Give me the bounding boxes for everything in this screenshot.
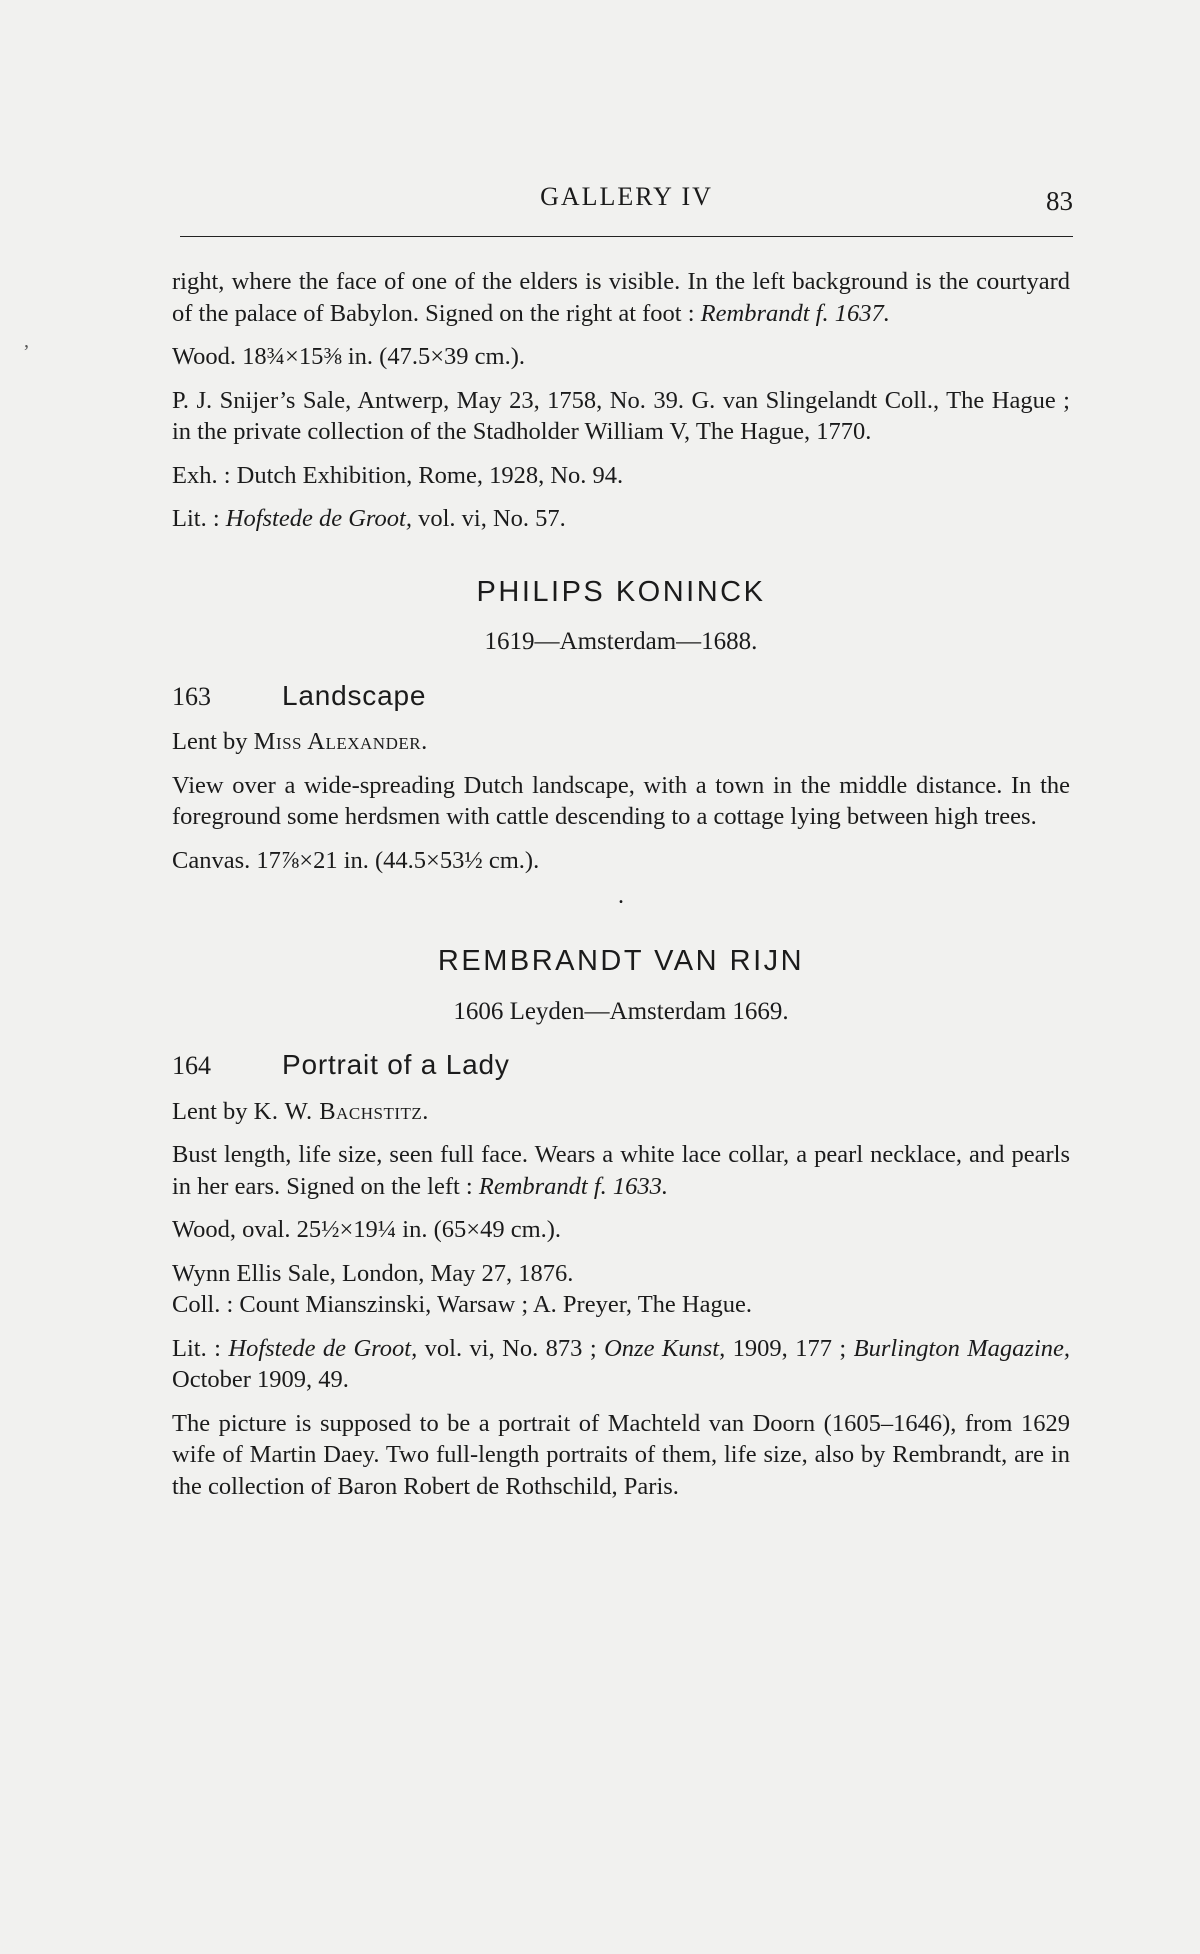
running-title: GALLERY IV — [540, 182, 713, 211]
entry-title: Portrait of a Lady — [282, 1049, 510, 1080]
entry-header-163 — [172, 680, 1070, 713]
artist-dates-koninck: 1619—Amsterdam—1688. — [484, 628, 758, 655]
lit-author: Hofstede de Groot, — [225, 505, 412, 532]
page-body — [172, 266, 1070, 1514]
entry-medium: Wood, oval. 25½×19¼ in. (65×49 cm.). — [172, 1216, 562, 1243]
entry-sale: Wynn Ellis Sale, London, May 27, 1876. — [172, 1259, 574, 1287]
entry-description — [172, 1139, 1070, 1202]
lender-line — [172, 726, 1070, 758]
lender-name: Miss Alexander. — [253, 728, 428, 755]
lit-prefix: Lit. : — [172, 505, 220, 532]
entry-number: 163 — [172, 681, 211, 711]
description-text: Bust length, life size, seen full face. Wears a white lace collar, a pearl necklace, and pearls in her ears. Signed on the left : — [172, 1141, 1070, 1200]
entry-note: The picture is supposed to be a portrait of Machteld van Doorn (1605–1646), from 1629 wife of Martin Daey. Two full-length portraits of them, life size, also by Rembrandt, are in the collection of Baron Robert de Rothschild, Paris. — [172, 1409, 1070, 1500]
running-head — [180, 178, 1073, 218]
entry-collection: Coll. : Count Mianszinski, Warsaw ; A. Preyer, The Hague. — [172, 1291, 752, 1318]
lit-magazine-ref: October 1909, 49. — [172, 1366, 349, 1393]
lent-by-label: Lent by — [172, 1097, 248, 1125]
lit-journal: Onze Kunst, — [604, 1334, 726, 1362]
lit-journal-ref: 1909, 177 ; — [732, 1334, 847, 1362]
entry-literature — [172, 1333, 1070, 1396]
continuation-literature — [172, 503, 1070, 535]
entry-description: View over a wide-spreading Dutch landscape, with a town in the middle distance. In the foreground some herdsmen with cattle descending to a cottage lying between high trees. — [172, 771, 1070, 830]
artist-heading-rembrandt: REMBRANDT VAN RIJN — [437, 945, 805, 977]
entry-number: 164 — [172, 1051, 211, 1080]
lit-prefix: Lit. : — [172, 1334, 221, 1362]
entry-title: Landscape — [282, 679, 427, 711]
entry-medium: Canvas. 17⅞×21 in. (44.5×53½ cm.). — [172, 846, 540, 874]
lit-author: Hofstede de Groot, — [228, 1334, 418, 1362]
continuation-provenance: P. J. Snijer’s Sale, Antwerp, May 23, 1758, No. 39. G. van Slingelandt Coll., The Hague ; in the private collection of the Stadholder William V, The Hague, 1770. — [172, 386, 1070, 445]
entry-header-164 — [172, 1049, 1070, 1082]
artist-dates-rembrandt: 1606 Leyden—Amsterdam 1669. — [453, 997, 789, 1025]
continuation-text: right, where the face of one of the elders is visible. In the left background is the courtyard of the palace of Babylon. Signed on the right at foot : — [172, 268, 1070, 327]
lender-name: K. W. Bachstitz. — [253, 1097, 429, 1125]
separator-dot: . — [618, 883, 624, 909]
page-number: 83 — [1046, 186, 1073, 216]
stray-margin-mark: , — [24, 330, 29, 352]
header-rule — [180, 236, 1073, 237]
continuation-signature: Rembrandt f. 1637. — [700, 299, 890, 327]
continuation-paragraph — [172, 266, 1070, 329]
lit-volume: vol. vi, No. 873 ; — [424, 1334, 597, 1362]
lent-by-label: Lent by — [172, 728, 248, 755]
lit-rest: vol. vi, No. 57. — [418, 505, 566, 532]
artist-heading-koninck: PHILIPS KONINCK — [476, 575, 766, 608]
continuation-medium: Wood. 18¾×15⅜ in. (47.5×39 cm.). — [172, 343, 525, 370]
lit-magazine: Burlington Magazine, — [853, 1334, 1071, 1362]
lender-line — [172, 1096, 1070, 1128]
continuation-exhibition: Exh. : Dutch Exhibition, Rome, 1928, No. 94. — [172, 461, 624, 489]
entry-signature: Rembrandt f. 1633. — [478, 1172, 669, 1200]
